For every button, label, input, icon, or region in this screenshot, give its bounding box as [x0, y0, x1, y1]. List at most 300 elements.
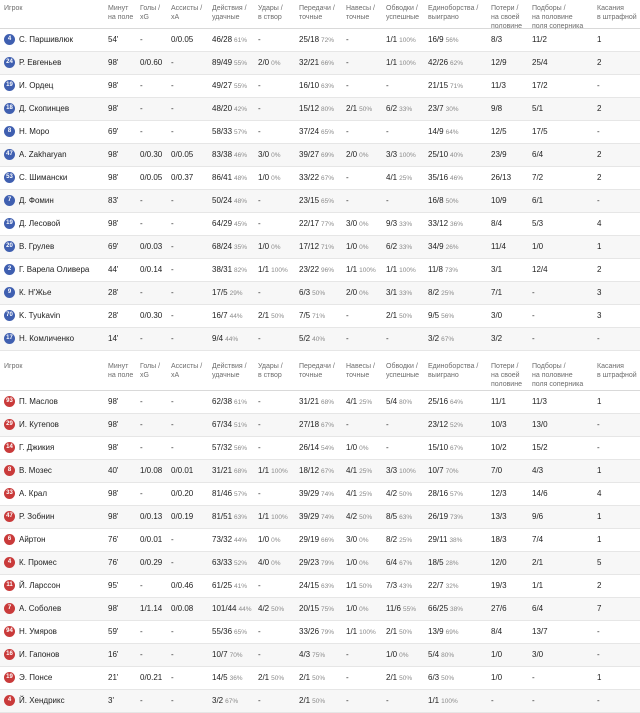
stat-cell-g: [140, 334, 143, 344]
table-row[interactable]: [0, 391, 640, 414]
player-name[interactable]: С. Паршивлюк: [19, 35, 73, 44]
stat-value: 17/12: [299, 242, 320, 251]
player-name[interactable]: K. Tyukavin: [19, 311, 61, 320]
stat-cell-bt: [597, 558, 601, 568]
player-name[interactable]: П. Маслов: [19, 397, 58, 406]
stat-percent: 50%: [399, 491, 413, 498]
stat-cell-re: [532, 673, 535, 683]
player-stats-table-home: [0, 0, 640, 351]
stat-value: 0/0.29: [140, 558, 163, 567]
player-name[interactable]: Айртон: [19, 535, 46, 544]
stat-value: 0/0.60: [140, 58, 163, 67]
stat-cell-a: [171, 81, 174, 91]
stat-cell-cr: [346, 696, 351, 707]
stat-value: 8/2: [428, 288, 440, 297]
stat-cell-pa: [299, 334, 325, 345]
table-row[interactable]: [0, 328, 640, 351]
stat-value: 1/1: [386, 35, 398, 44]
table-row[interactable]: [0, 460, 640, 483]
stat-value: 81/46: [212, 489, 233, 498]
stat-cell-pa: [299, 311, 325, 322]
stat-cell-bt: [597, 196, 600, 206]
stat-value: 2: [597, 173, 602, 182]
stat-cell-du: [428, 627, 459, 638]
stat-percent: 0%: [399, 652, 409, 659]
stat-value: 8/4: [491, 219, 503, 228]
stat-cell-g: [140, 512, 162, 522]
table-row[interactable]: [0, 236, 640, 259]
stat-cell-bt: [597, 466, 601, 476]
stat-value: 11/3: [491, 81, 506, 90]
stat-value: -: [140, 219, 143, 228]
stat-cell-act: [212, 288, 243, 299]
shirt-number-badge: 18: [4, 103, 15, 114]
stat-cell-cr: [346, 558, 369, 569]
stat-value: -: [386, 81, 389, 90]
stat-value: 58/33: [212, 127, 233, 136]
stat-value: 0/0.05: [171, 150, 194, 159]
stat-cell-sh: [258, 650, 263, 661]
player-name[interactable]: Й. Хендрикс: [19, 696, 65, 705]
stat-cell-act: [212, 535, 247, 546]
stat-percent: 100%: [271, 468, 288, 475]
shirt-number-badge: 4: [4, 34, 15, 45]
stat-cell-bt: [597, 127, 600, 137]
table-row[interactable]: [0, 259, 640, 282]
stat-cell-a: [171, 196, 174, 206]
stat-cell-pa: [299, 173, 334, 184]
column-header-actions[interactable]: Действия / удачные: [212, 5, 247, 21]
player-name[interactable]: Д. Лесовой: [19, 219, 61, 228]
stat-value: 31/21: [212, 466, 233, 475]
player-name[interactable]: И. Гапонов: [19, 650, 60, 659]
stat-value: 12/3: [491, 489, 507, 498]
stat-cell-lo: [491, 81, 506, 91]
column-header-duels[interactable]: Единоборства / выиграно: [428, 363, 479, 379]
stat-cell-cr: [346, 58, 351, 69]
stat-value: 28': [108, 311, 119, 320]
stat-percent: 62%: [450, 60, 464, 67]
table-row[interactable]: [0, 167, 640, 190]
shirt-number-badge: 53: [4, 172, 15, 183]
stat-value: 33/22: [299, 173, 320, 182]
stat-cell-pa: [299, 127, 334, 138]
stat-value: 17/5: [532, 127, 548, 136]
stat-value: 1/0: [346, 604, 358, 613]
stat-value: 18/12: [299, 466, 320, 475]
stat-value: 59': [108, 627, 119, 636]
table-row[interactable]: [0, 690, 640, 713]
table-row[interactable]: [0, 598, 640, 621]
stat-cell-re: [532, 420, 548, 430]
column-header-crosses[interactable]: Навесы / точные: [346, 363, 375, 379]
stat-cell-act: [212, 311, 243, 322]
stat-cell-min: [108, 650, 118, 660]
table-row[interactable]: [0, 667, 640, 690]
stat-cell-a: [171, 334, 174, 344]
stat-cell-a: [171, 512, 193, 522]
player-name[interactable]: А. Крал: [19, 489, 48, 498]
stat-value: 17/2: [532, 81, 548, 90]
stat-cell-bt: [597, 650, 600, 660]
stat-cell-re: [532, 650, 543, 660]
stat-cell-sh: [258, 127, 263, 138]
stat-cell-lo: [491, 558, 507, 568]
stat-cell-du: [428, 288, 454, 299]
table-row[interactable]: [0, 644, 640, 667]
stat-value: 39/29: [299, 489, 320, 498]
column-header-player[interactable]: Игрок: [4, 363, 23, 370]
stat-value: -: [532, 288, 535, 297]
stat-cell-re: [532, 58, 548, 68]
stat-cell-min: [108, 397, 118, 407]
stat-value: 39/29: [299, 512, 320, 521]
stat-cell-re: [532, 443, 548, 453]
player-name[interactable]: И. Кутепов: [19, 420, 59, 429]
column-header-passes[interactable]: Передачи / точные: [299, 5, 335, 21]
column-header-box-touches[interactable]: Касания в штрафной: [597, 363, 637, 379]
player-name[interactable]: Н. Комличенко: [19, 334, 75, 343]
stat-value: 2/0: [346, 288, 358, 297]
column-header-player[interactable]: Игрок: [4, 5, 23, 12]
stat-value: 16/7: [212, 311, 228, 320]
stat-value: 42/26: [428, 58, 449, 67]
stat-cell-re: [532, 104, 543, 114]
stat-percent: 25%: [359, 399, 373, 406]
stat-value: 5/3: [532, 219, 544, 228]
stat-cell-act: [212, 673, 243, 684]
stat-value: 7: [597, 604, 602, 613]
stat-percent: 77%: [321, 221, 335, 228]
stat-value: 2/1: [386, 673, 398, 682]
stat-percent: 67%: [321, 468, 335, 475]
stat-value: 1/1: [428, 696, 440, 705]
stat-value: 2/0: [346, 150, 358, 159]
stat-value: 10/9: [491, 196, 507, 205]
stat-value: 1/1: [532, 581, 544, 590]
stat-cell-sh: [258, 173, 281, 184]
stat-value: 26/13: [491, 173, 512, 182]
stat-value: 28/16: [428, 489, 449, 498]
player-name[interactable]: Н. Моро: [19, 127, 50, 136]
table-row[interactable]: [0, 305, 640, 328]
stat-cell-du: [428, 242, 459, 253]
stat-value: 29/19: [299, 535, 320, 544]
stat-cell-lo: [491, 397, 506, 407]
stat-percent: 0%: [359, 537, 369, 544]
stat-cell-pa: [299, 604, 334, 615]
stat-cell-act: [212, 265, 247, 276]
player-name[interactable]: Д. Фомин: [19, 196, 54, 205]
stat-percent: 71%: [312, 313, 326, 320]
player-name[interactable]: Э. Понсе: [19, 673, 53, 682]
stat-cell-min: [108, 196, 118, 206]
stat-value: 98': [108, 512, 119, 521]
stat-cell-act: [212, 466, 247, 477]
stat-value: 48/20: [212, 104, 233, 113]
column-header-goals-xg[interactable]: Голы / xG: [140, 5, 161, 21]
stat-percent: 43%: [399, 583, 413, 590]
stat-cell-sh: [258, 696, 263, 707]
stat-percent: 65%: [234, 629, 248, 636]
stat-value: -: [386, 443, 389, 452]
stat-cell-dr: [386, 219, 412, 230]
stat-cell-bt: [597, 512, 601, 522]
stat-cell-pa: [299, 627, 334, 638]
stat-cell-pa: [299, 420, 334, 431]
stat-percent: 70%: [445, 468, 459, 475]
stat-cell-act: [212, 173, 247, 184]
stat-value: -: [346, 311, 349, 320]
stat-value: 4/3: [299, 650, 311, 659]
stat-percent: 63%: [399, 514, 413, 521]
stat-cell-bt: [597, 173, 601, 183]
player-name[interactable]: Г. Варела Оливера: [19, 265, 90, 274]
stat-value: 4/1: [386, 173, 398, 182]
stat-percent: 0%: [271, 244, 281, 251]
player-name[interactable]: Н. Умяров: [19, 627, 57, 636]
stat-value: 81/51: [212, 512, 233, 521]
player-name[interactable]: Д. Скопинцев: [19, 104, 70, 113]
table-row[interactable]: [0, 414, 640, 437]
table-row[interactable]: [0, 552, 640, 575]
table-row[interactable]: [0, 75, 640, 98]
table-row[interactable]: [0, 121, 640, 144]
stat-cell-act: [212, 127, 247, 138]
stat-cell-dr: [386, 558, 412, 569]
stat-cell-pa: [299, 673, 325, 684]
stat-value: -: [532, 334, 535, 343]
stat-percent: 72%: [321, 37, 335, 44]
stat-cell-dr: [386, 81, 391, 92]
stat-value: -: [140, 420, 143, 429]
stat-value: 6/1: [532, 196, 544, 205]
stat-cell-g: [140, 650, 143, 660]
player-name[interactable]: К. Промес: [19, 558, 57, 567]
column-header-recoveries[interactable]: Подборы / на половине поля соперника: [532, 363, 584, 388]
stat-value: 3/0: [258, 150, 270, 159]
stat-percent: 0%: [359, 244, 369, 251]
stat-value: 7/0: [491, 466, 503, 475]
stat-value: 0/0.19: [171, 512, 194, 521]
stat-value: -: [346, 35, 349, 44]
table-row[interactable]: [0, 575, 640, 598]
column-header-minutes[interactable]: Минут на поле: [108, 5, 134, 21]
column-header-losses[interactable]: Потери / на своей половине: [491, 363, 522, 388]
stat-value: 4/1: [346, 466, 358, 475]
player-name[interactable]: В. Грулев: [19, 242, 55, 251]
stat-percent: 63%: [234, 514, 248, 521]
player-name[interactable]: Г. Джикия: [19, 443, 55, 452]
shirt-number-badge: 70: [4, 310, 15, 321]
table-row[interactable]: [0, 190, 640, 213]
stat-value: 2/1: [386, 627, 398, 636]
column-header-minutes[interactable]: Минут на поле: [108, 363, 134, 379]
stat-percent: 48%: [234, 198, 248, 205]
column-header-dribbles[interactable]: Обводки / успешные: [386, 5, 420, 21]
table-row[interactable]: [0, 98, 640, 121]
player-name[interactable]: Р. Евгеньев: [19, 58, 62, 67]
stat-cell-du: [428, 696, 458, 707]
stat-percent: 74%: [321, 491, 335, 498]
stat-cell-lo: [491, 242, 506, 252]
stat-cell-pa: [299, 196, 334, 207]
stat-value: 89/49: [212, 58, 233, 67]
stat-value: 25/4: [532, 58, 548, 67]
stat-percent: 40%: [312, 336, 326, 343]
stat-cell-pa: [299, 58, 334, 69]
stat-cell-sh: [258, 397, 263, 408]
column-header-passes[interactable]: Передачи / точные: [299, 363, 335, 379]
table-row[interactable]: [0, 52, 640, 75]
stat-cell-a: [171, 466, 193, 476]
stat-percent: 0%: [271, 537, 281, 544]
stat-cell-dr: [386, 581, 412, 592]
column-header-shots[interactable]: Удары / в створ: [258, 5, 283, 21]
stat-cell-cr: [346, 604, 369, 615]
column-header-assists-xa[interactable]: Ассисты / xA: [171, 5, 203, 21]
stat-value: 68/24: [212, 242, 233, 251]
player-name[interactable]: С. Шимански: [19, 173, 68, 182]
stat-cell-act: [212, 512, 247, 523]
stat-value: 15/10: [428, 443, 449, 452]
column-header-actions[interactable]: Действия / удачные: [212, 363, 247, 379]
stat-percent: 50%: [312, 290, 326, 297]
stat-cell-sh: [258, 443, 263, 454]
stat-cell-act: [212, 35, 247, 46]
column-header-dribbles[interactable]: Обводки / успешные: [386, 363, 420, 379]
stat-percent: 28%: [445, 560, 459, 567]
stat-cell-pa: [299, 104, 334, 115]
stat-percent: 57%: [234, 129, 248, 136]
stat-value: 3/2: [428, 334, 440, 343]
stat-percent: 55%: [234, 83, 248, 90]
stat-cell-min: [108, 311, 118, 321]
stat-cell-lo: [491, 535, 507, 545]
stat-percent: 50%: [312, 698, 326, 705]
player-name[interactable]: А. Соболев: [19, 604, 62, 613]
stat-cell-cr: [346, 334, 351, 345]
stat-cell-cr: [346, 150, 369, 161]
stat-percent: 67%: [441, 336, 455, 343]
table-row[interactable]: [0, 144, 640, 167]
player-name[interactable]: Й. Ларссон: [19, 581, 61, 590]
table-row[interactable]: [0, 506, 640, 529]
stat-cell-bt: [597, 81, 600, 91]
stat-value: 13/7: [532, 627, 548, 636]
column-header-box-touches[interactable]: Касания в штрафной: [597, 5, 637, 21]
column-header-losses[interactable]: Потери / на своей половине: [491, 5, 522, 30]
table-row[interactable]: [0, 483, 640, 506]
stat-value: -: [532, 673, 535, 682]
stat-value: -: [140, 104, 143, 113]
stat-cell-min: [108, 288, 118, 298]
stat-cell-min: [108, 512, 118, 522]
stat-value: 12/9: [491, 58, 507, 67]
stat-cell-du: [428, 127, 459, 138]
stat-cell-bt: [597, 535, 601, 545]
stat-percent: 33%: [399, 244, 413, 251]
stat-cell-lo: [491, 443, 507, 453]
stat-value: 9/6: [532, 512, 544, 521]
stat-value: -: [171, 535, 174, 544]
column-header-recoveries[interactable]: Подборы / на половине поля соперника: [532, 5, 584, 30]
stat-percent: 100%: [399, 37, 416, 44]
stat-value: -: [171, 288, 174, 297]
stat-cell-re: [532, 535, 543, 545]
stat-value: 73/32: [212, 535, 233, 544]
stat-percent: 69%: [321, 152, 335, 159]
stat-value: -: [258, 696, 261, 705]
stat-cell-lo: [491, 265, 502, 275]
stat-value: 29/11: [428, 535, 448, 544]
table-row[interactable]: [0, 282, 640, 305]
stat-value: -: [171, 420, 174, 429]
stat-value: 25/18: [299, 35, 320, 44]
stat-percent: 26%: [445, 244, 459, 251]
stat-value: 11/4: [491, 242, 506, 251]
stat-value: -: [140, 489, 143, 498]
stat-value: -: [258, 334, 261, 343]
stat-value: 3/0: [346, 535, 358, 544]
stat-value: 16/8: [428, 196, 444, 205]
stat-cell-min: [108, 443, 118, 453]
stat-percent: 25%: [359, 468, 373, 475]
column-header-shots[interactable]: Удары / в створ: [258, 363, 283, 379]
stat-value: 4/3: [532, 466, 544, 475]
stat-value: -: [140, 650, 143, 659]
stat-percent: 33%: [399, 221, 413, 228]
column-header-crosses[interactable]: Навесы / точные: [346, 5, 375, 21]
stat-percent: 71%: [321, 244, 335, 251]
stat-cell-g: [140, 673, 162, 683]
player-name[interactable]: К. Н'Жье: [19, 288, 52, 297]
column-header-goals-xg[interactable]: Голы / xG: [140, 363, 161, 379]
shirt-number-badge: 19: [4, 672, 15, 683]
player-name[interactable]: И. Ордец: [19, 81, 54, 90]
stat-value: 22/7: [428, 581, 444, 590]
stat-value: -: [171, 558, 174, 567]
player-name[interactable]: A. Zakharyan: [19, 150, 67, 159]
table-row[interactable]: [0, 437, 640, 460]
stat-percent: 100%: [399, 468, 416, 475]
stat-cell-pa: [299, 288, 325, 299]
stat-cell-act: [212, 604, 251, 615]
stat-value: 1/1: [346, 265, 358, 274]
stat-cell-du: [428, 196, 459, 207]
table-row[interactable]: [0, 529, 640, 552]
stat-cell-sh: [258, 535, 281, 546]
table-row[interactable]: [0, 29, 640, 52]
stat-cell-cr: [346, 420, 351, 431]
column-header-assists-xa[interactable]: Ассисты / xA: [171, 363, 203, 379]
stat-cell-dr: [386, 696, 391, 707]
player-name[interactable]: Р. Зобнин: [19, 512, 55, 521]
stat-cell-cr: [346, 673, 351, 684]
stat-value: 3/2: [212, 696, 224, 705]
shirt-number-badge: 11: [4, 580, 15, 591]
stat-value: 7/4: [532, 535, 544, 544]
stat-cell-sh: [258, 673, 284, 684]
stat-cell-g: [140, 604, 162, 614]
stat-percent: 63%: [321, 83, 335, 90]
stat-value: 4/1: [346, 489, 358, 498]
column-header-duels[interactable]: Единоборства / выиграно: [428, 5, 479, 21]
table-row[interactable]: [0, 621, 640, 644]
player-name[interactable]: В. Мозес: [19, 466, 52, 475]
stat-percent: 0%: [359, 290, 369, 297]
table-row[interactable]: [0, 213, 640, 236]
